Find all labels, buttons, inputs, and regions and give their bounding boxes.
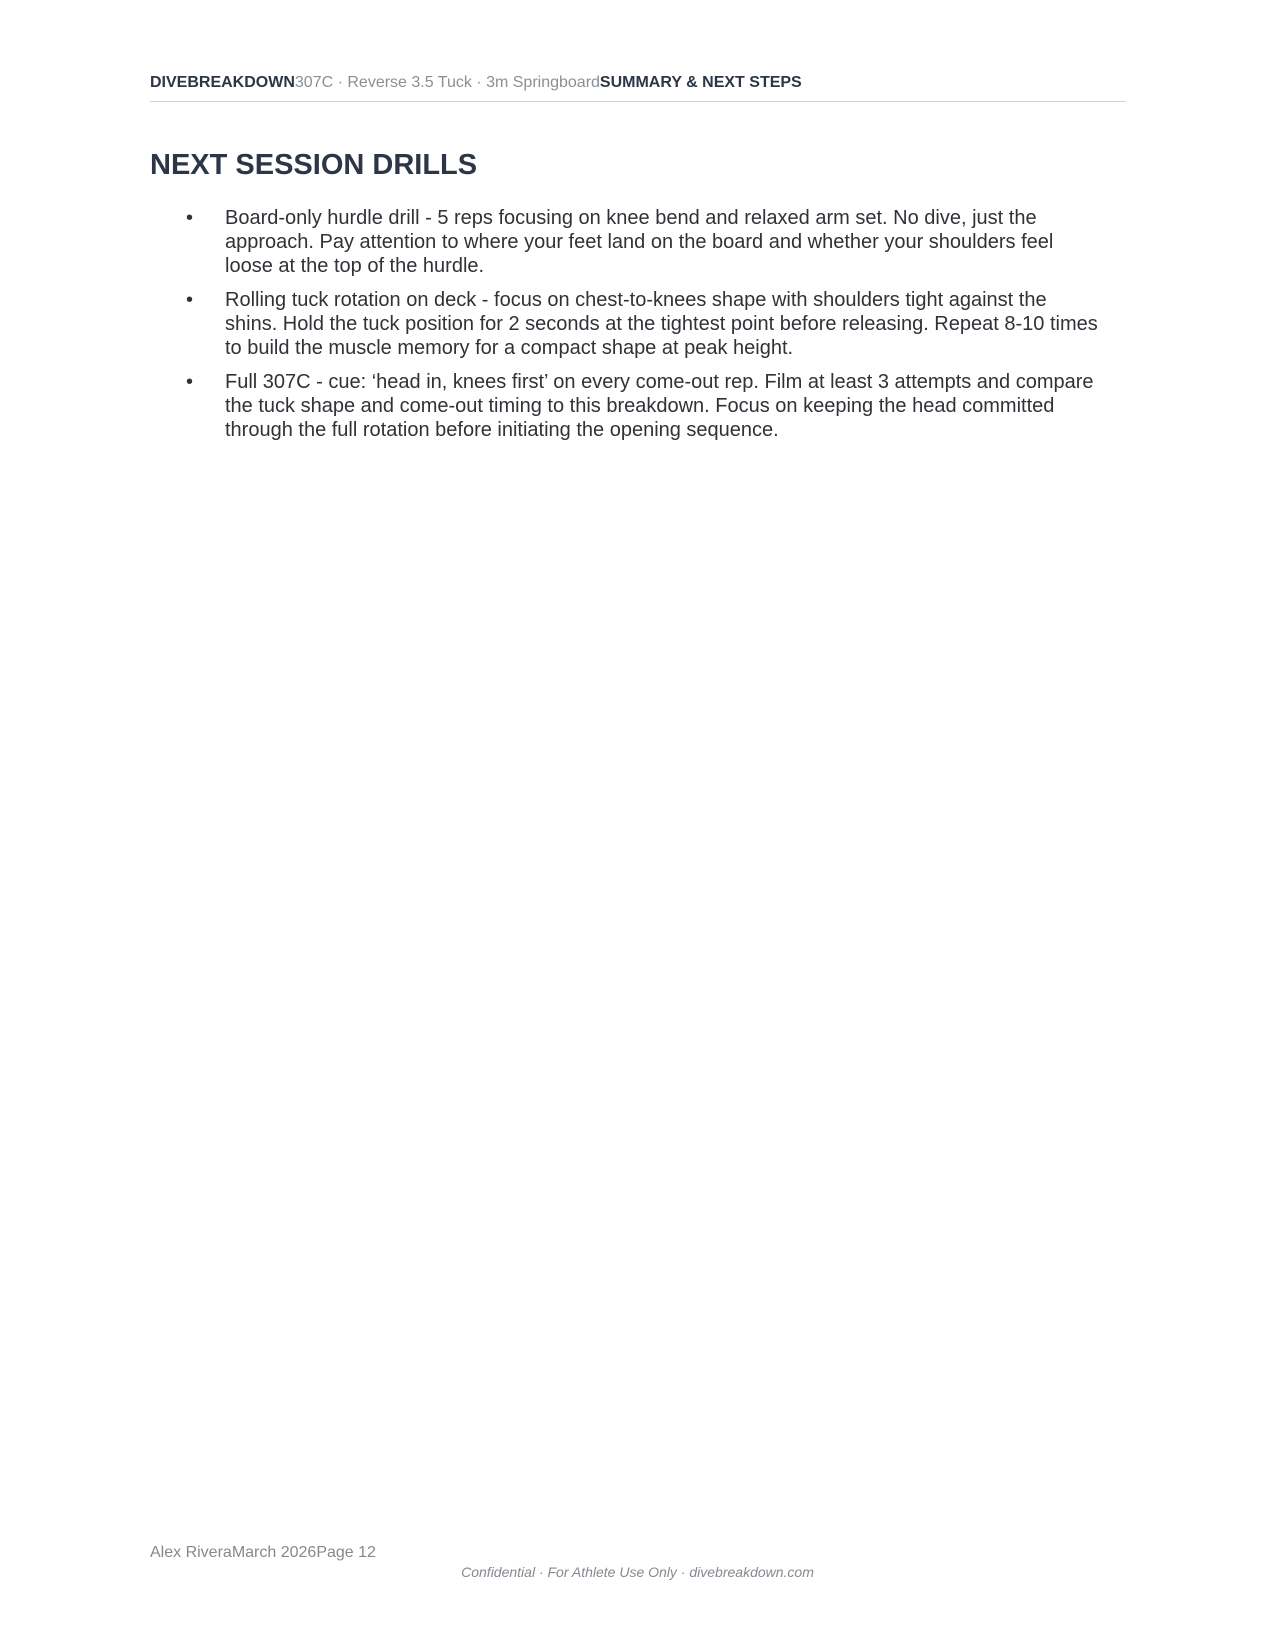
bullet-icon: •	[186, 289, 194, 311]
list-item	[150, 370, 1100, 442]
page-header	[150, 73, 1126, 102]
drill-text: Rolling tuck rotation on deck - focus on chest-to-knees shape with shoulders tight against the shins. Hold the tuck position for 2 seconds at the tightest point before releasing. Repeat 8-10 times to build the muscle memory for a compact shape at peak height.	[225, 289, 1098, 359]
list-item	[150, 288, 1100, 360]
brand-name: DIVEBREAKDOWN	[150, 74, 295, 91]
report-date: March 2026	[231, 1544, 317, 1561]
drill-text: Full 307C - cue: ‘head in, knees first’ on every come-out rep. Film at least 3 attempts and compare the tuck shape and come-out timing to this breakdown. Focus on keeping the head committed through the full rotation before initiating the opening sequence.	[225, 371, 1094, 441]
athlete-name: Alex Rivera	[150, 1544, 232, 1561]
dive-title: 307C · Reverse 3.5 Tuck · 3m Springboard	[294, 74, 600, 91]
section-label: SUMMARY & NEXT STEPS	[599, 74, 802, 91]
list-item	[150, 206, 1100, 278]
confidentiality-note: Confidential · For Athlete Use Only · divebreakdown.com	[461, 1564, 814, 1580]
section-heading: NEXT SESSION DRILLS	[150, 149, 478, 181]
page-footer	[150, 1543, 376, 1563]
drill-list	[150, 206, 1100, 452]
bullet-icon: •	[186, 371, 194, 393]
bullet-icon: •	[186, 207, 194, 229]
drill-text: Board-only hurdle drill - 5 reps focusing on knee bend and relaxed arm set. No dive, just the approach. Pay attention to where your feet land on the board and whether your shoulders feel loose at the top of the hurdle.	[225, 207, 1054, 277]
page-number: Page 12	[316, 1544, 376, 1561]
